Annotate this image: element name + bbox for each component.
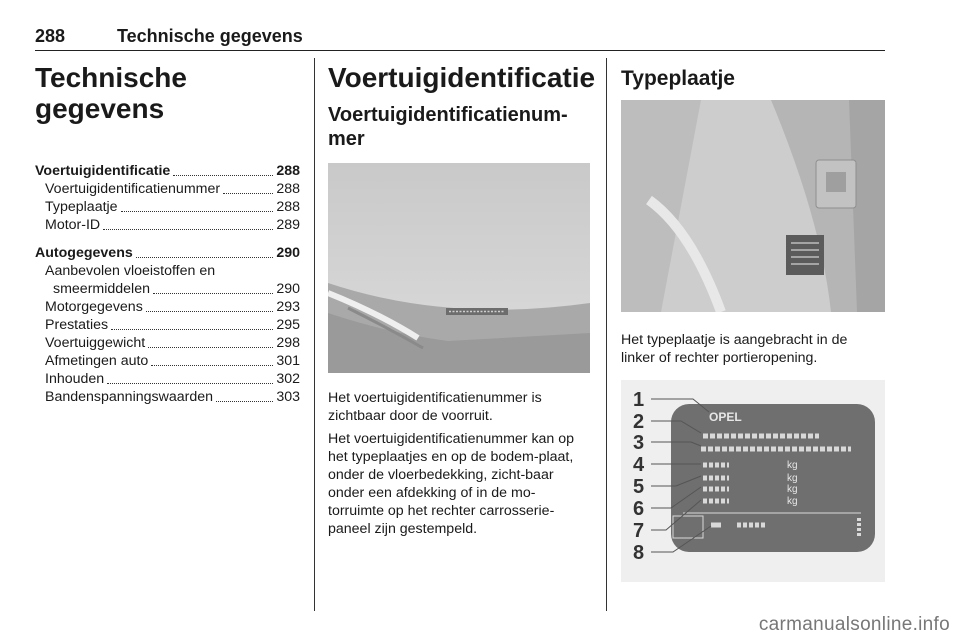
toc-entry-label: Afmetingen auto (45, 353, 149, 369)
door-opening-illustration (621, 100, 885, 312)
type-plate-column (621, 62, 885, 92)
toc-leader-dots (111, 329, 273, 330)
toc-leader-dots (173, 175, 273, 176)
toc-entry-page: 288 (276, 181, 300, 197)
toc-entry-label: Prestaties (45, 317, 109, 333)
toc-entry-label: Typeplaatje (45, 199, 118, 215)
toc-leader-dots (103, 229, 273, 230)
toc-leader-dots (153, 293, 273, 294)
toc-entry-page: 298 (276, 335, 300, 351)
type-plate-diagram (621, 380, 885, 582)
toc-entry-page: 303 (276, 389, 300, 405)
toc-entry-label: Voertuigidentificatie (35, 163, 171, 179)
vin-paragraph-2: Het voertuigidentificatienummer kan op het typeplaatjes en op de bodem-plaat, onder de vloerbedekking, zicht-baar onder een afdekking of in de mo-torruimte op het rechter carrosserie-paneel zijn gestempeld. (328, 431, 575, 537)
toc-leader-dots (136, 257, 274, 258)
callout-6: 6 (633, 498, 645, 520)
toc-entry[interactable] (35, 334, 300, 352)
toc-entry-page: 288 (276, 199, 300, 215)
toc-entry-page: 302 (276, 371, 300, 387)
type-plate-text (621, 331, 885, 367)
toc-entry[interactable] (35, 180, 300, 198)
section-title-type-plate: Typeplaatje (621, 67, 735, 90)
toc-entry[interactable] (35, 162, 300, 180)
toc-leader-dots (151, 365, 273, 366)
toc-entry-page: 289 (276, 217, 300, 233)
toc-entry-label: Motorgegevens (45, 299, 143, 315)
toc-leader-dots (148, 347, 273, 348)
section-title-vehicle-identification: Voertuigidentificatie (328, 62, 596, 93)
toc-leader-dots (121, 211, 274, 212)
unit-kg-1: kg (787, 460, 798, 471)
toc-entry-page: 290 (276, 281, 300, 297)
subsection-title-vin (328, 103, 590, 151)
door-opening-photo (621, 100, 885, 312)
vin-column (328, 62, 596, 151)
subsection-title-line2: mer (328, 128, 365, 150)
page-header (35, 22, 885, 51)
chapter-title: Technische gegevens (35, 62, 187, 124)
toc-entry-label: smeermiddelen (53, 281, 150, 297)
callout-1: 1 (633, 389, 645, 411)
toc-entry-label: Autogegevens (35, 245, 133, 261)
toc-entry[interactable] (35, 316, 300, 334)
toc-entry[interactable] (35, 198, 300, 216)
column-divider-left (314, 58, 315, 611)
toc-leader-dots (146, 311, 274, 312)
toc-leader-dots (216, 401, 273, 402)
callout-7: 7 (633, 520, 645, 542)
toc-entry-page: 293 (276, 299, 300, 315)
vin-text (328, 389, 590, 538)
toc-entry-page: 295 (276, 317, 300, 333)
toc-entry[interactable] (35, 262, 300, 280)
type-plate-svg (621, 380, 885, 582)
plate-brand: OPEL (709, 410, 742, 424)
toc-entry-page: 301 (276, 353, 300, 369)
toc-entry-label: Aanbevolen vloeistoffen en (45, 263, 216, 279)
windshield-vin-photo (328, 163, 590, 373)
unit-kg-3: kg (787, 484, 798, 495)
running-title: Technische gegevens (117, 26, 303, 46)
toc-column (35, 62, 300, 406)
toc-entry-label: Voertuiggewicht (45, 335, 146, 351)
table-of-contents (35, 162, 300, 406)
toc-entry[interactable] (35, 216, 300, 234)
toc-entry[interactable] (35, 298, 300, 316)
site-watermark: carmanualsonline.info (758, 614, 950, 635)
subsection-title-line1: Voertuigidentificatienum- (328, 104, 568, 126)
column-divider-right (606, 58, 607, 611)
toc-entry-label: Bandenspanningswaarden (45, 389, 214, 405)
plate-body (671, 404, 875, 552)
toc-leader-dots (107, 383, 273, 384)
callout-5: 5 (633, 476, 645, 498)
type-plate-paragraph: Het typeplaatje is aangebracht in de linker of rechter portieropening. (621, 332, 848, 366)
toc-entry[interactable] (35, 352, 300, 370)
toc-entry-label: Inhouden (45, 371, 105, 387)
toc-entry-page: 290 (276, 245, 300, 261)
toc-entry-label: Voertuigidentificatienummer (45, 181, 221, 197)
toc-entry[interactable] (35, 244, 300, 262)
toc-entry-label: Motor-ID (45, 217, 101, 233)
unit-kg-4: kg (787, 496, 798, 507)
windshield-illustration (328, 163, 590, 373)
toc-leader-dots (223, 193, 273, 194)
page-number: 288 (35, 26, 66, 46)
type-plate-sticker (786, 235, 824, 275)
callout-4: 4 (633, 454, 645, 476)
toc-entry[interactable] (35, 370, 300, 388)
toc-entry[interactable] (35, 388, 300, 406)
unit-kg-2: kg (787, 473, 798, 484)
toc-entry[interactable] (35, 280, 300, 298)
callout-3: 3 (633, 432, 645, 454)
callout-8: 8 (633, 542, 645, 564)
callout-2: 2 (633, 411, 645, 433)
vin-paragraph-1: Het voertuigidentificatienummer is zichtbaar door de voorruit. (328, 390, 542, 424)
toc-entry-page: 288 (276, 163, 300, 179)
